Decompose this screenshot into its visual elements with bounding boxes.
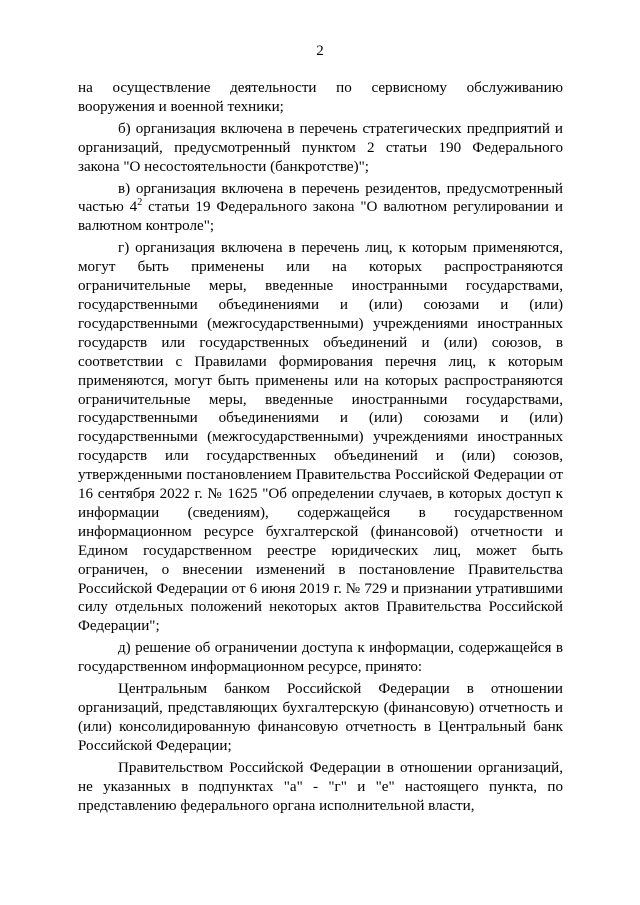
paragraph-item-d: д) решение об ограничении доступа к информации, содержащейся в государственном информационном ресурсе, принято: — [78, 640, 563, 676]
paragraph-continuation: на осуществление деятельности по сервисному обслуживанию вооружения и военной техники; — [78, 80, 563, 115]
paragraph-item-v-text-start: в) организация включена в перечень резидентов, предусмотренный частью 4 — [78, 180, 563, 216]
paragraph-item-b: б) организация включена в перечень стратегических предприятий и организаций, предусмотренный пунктом 2 статьи 190 Федерального закона "О несостоятельности (банкротстве)"; — [78, 120, 563, 175]
paragraph-item-v — [78, 180, 563, 237]
page-number: 2 — [316, 43, 324, 59]
superscript-part-number: 2 — [137, 197, 143, 209]
document-body — [78, 79, 563, 818]
paragraph-item-v-text-end: статьи 19 Федерального закона "О валютном регулировании и валютном контроле"; — [78, 199, 563, 235]
paragraph-central-bank: Центральным банком Российской Федерации в отношении организаций, представляющих бухгалтерскую (финансовую) отчетность и (или) консолидированную финансовую отчетность в Центральный банк Российской Федерации; — [78, 681, 563, 754]
paragraph-government: Правительством Российской Федерации в отношении организаций, не указанных в подпунктах "а" - "г" и "е" настоящего пункта, по представлению федерального органа исполнительной власти, — [78, 759, 563, 814]
paragraph-item-g: г) организация включена в перечень лиц, к которым применяются, могут быть применены или на которых распространяются ограничительные меры, введенные иностранными государствами, государственными объединениями и (или) союзами и (или) государственными (межгосударственными) учреждениями иностранных государств или государственных объединений и (или) союзов, в соответствии с Правилами формирования перечня лиц, к которым применяются, могут быть применены или на которых распространяются ограничительные меры, введенные иностранными государствами, государственными объединениями и (или) союзами и (или) государственными (межгосударственными) учреждениями иностранных государств или государственных объединений и (или) союзов, утвержденными постановлением Правительства Российской Федерации от 16 сентября 2022 г. № 1625 "Об определении случаев, в которых доступ к информации (сведениям), содержащейся в государственном информационном ресурсе бухгалтерской (финансовой) отчетности и Едином государственном реестре юридических лиц, может быть ограничен, о внесении изменений в постановление Правительства Российской Федерации от 6 июня 2019 г. № 729 и признании утратившими силу отдельных положений некоторых актов Правительства Российской Федерации"; — [78, 240, 563, 635]
